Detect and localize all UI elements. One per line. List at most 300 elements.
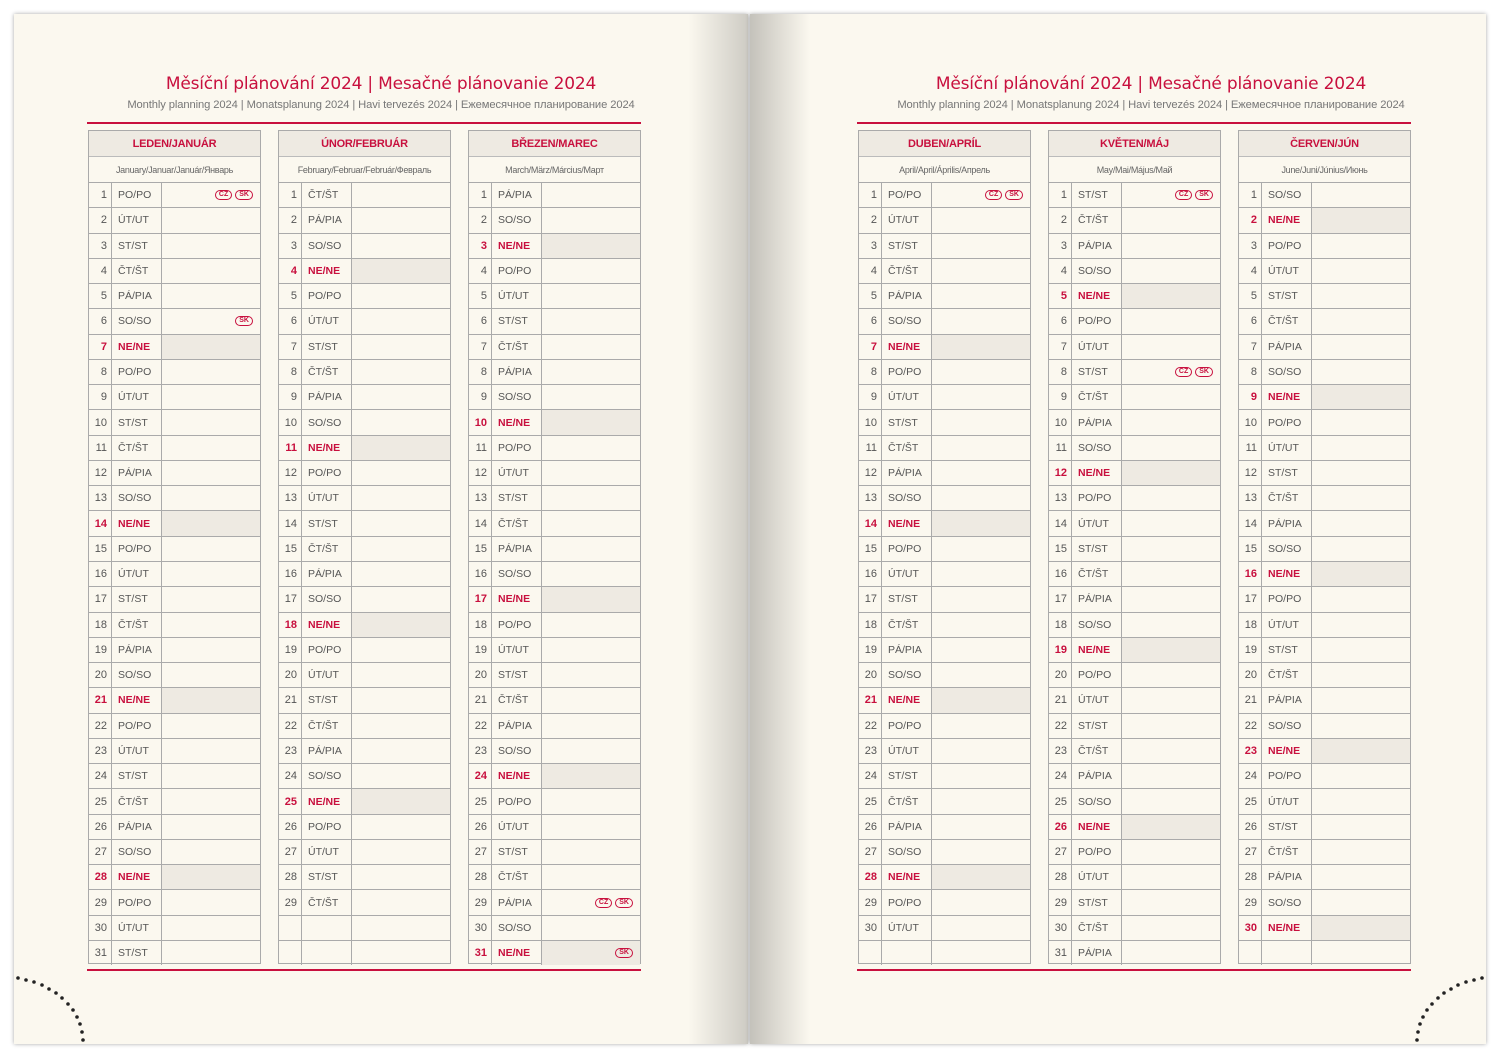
note-cell[interactable] bbox=[542, 890, 640, 914]
note-cell[interactable] bbox=[542, 840, 640, 864]
weekday-label: ČT/ŠT bbox=[1072, 916, 1122, 940]
note-cell[interactable] bbox=[162, 789, 260, 813]
note-cell[interactable] bbox=[352, 309, 450, 333]
note-cell[interactable] bbox=[542, 865, 640, 889]
day-row bbox=[89, 688, 260, 713]
day-row bbox=[469, 688, 640, 713]
weekday-label: NE/NE bbox=[1262, 916, 1312, 940]
weekday-label: PO/PO bbox=[112, 890, 162, 914]
note-cell[interactable] bbox=[1312, 537, 1410, 561]
note-cell[interactable] bbox=[932, 739, 1030, 763]
note-cell[interactable] bbox=[542, 587, 640, 611]
note-cell[interactable] bbox=[1312, 613, 1410, 637]
note-cell[interactable] bbox=[542, 234, 640, 258]
note-cell[interactable] bbox=[542, 259, 640, 283]
note-cell[interactable] bbox=[162, 537, 260, 561]
note-cell[interactable] bbox=[1312, 208, 1410, 232]
note-cell[interactable] bbox=[162, 410, 260, 434]
note-cell[interactable] bbox=[1312, 764, 1410, 788]
note-cell[interactable] bbox=[1312, 840, 1410, 864]
note-cell[interactable] bbox=[1122, 714, 1220, 738]
note-cell[interactable] bbox=[932, 941, 1030, 965]
note-cell[interactable] bbox=[1122, 537, 1220, 561]
note-cell[interactable] bbox=[162, 183, 260, 207]
day-number: 17 bbox=[279, 587, 302, 611]
note-cell[interactable] bbox=[1122, 764, 1220, 788]
note-cell[interactable] bbox=[542, 638, 640, 662]
day-row bbox=[89, 815, 260, 840]
weekday-label: NE/NE bbox=[882, 335, 932, 359]
note-cell[interactable] bbox=[932, 764, 1030, 788]
day-row bbox=[859, 511, 1030, 536]
day-number: 2 bbox=[1239, 208, 1262, 232]
note-cell[interactable] bbox=[932, 461, 1030, 485]
weekday-label: SO/SO bbox=[1072, 436, 1122, 460]
weekday-label: SO/SO bbox=[1262, 714, 1312, 738]
day-row bbox=[1239, 562, 1410, 587]
note-cell[interactable] bbox=[1312, 638, 1410, 662]
day-number: 11 bbox=[279, 436, 302, 460]
weekday-label: PO/PO bbox=[1262, 234, 1312, 258]
note-cell[interactable] bbox=[932, 183, 1030, 207]
note-cell[interactable] bbox=[352, 486, 450, 510]
note-cell[interactable] bbox=[162, 613, 260, 637]
weekday-label: ST/ST bbox=[112, 941, 162, 965]
note-cell[interactable] bbox=[932, 309, 1030, 333]
note-cell[interactable] bbox=[542, 789, 640, 813]
note-cell[interactable] bbox=[162, 309, 260, 333]
day-number: 21 bbox=[859, 688, 882, 712]
day-number: 6 bbox=[89, 309, 112, 333]
weekday-label: ST/ST bbox=[1262, 815, 1312, 839]
note-cell[interactable] bbox=[1122, 916, 1220, 940]
day-number: 31 bbox=[469, 941, 492, 965]
note-cell[interactable] bbox=[1312, 890, 1410, 914]
weekday-label: SO/SO bbox=[492, 916, 542, 940]
note-cell[interactable] bbox=[542, 916, 640, 940]
day-number: 9 bbox=[1049, 385, 1072, 409]
note-cell[interactable] bbox=[352, 360, 450, 384]
note-cell[interactable] bbox=[1122, 562, 1220, 586]
note-cell[interactable] bbox=[542, 436, 640, 460]
day-number: 9 bbox=[1239, 385, 1262, 409]
note-cell[interactable] bbox=[352, 865, 450, 889]
note-cell[interactable] bbox=[1122, 436, 1220, 460]
weekday-label: ČT/ŠT bbox=[1072, 739, 1122, 763]
note-cell[interactable] bbox=[542, 688, 640, 712]
weekday-label: NE/NE bbox=[882, 865, 932, 889]
note-cell[interactable] bbox=[542, 284, 640, 308]
weekday-label: NE/NE bbox=[112, 865, 162, 889]
weekday-label: NE/NE bbox=[302, 789, 352, 813]
note-cell[interactable] bbox=[1122, 865, 1220, 889]
note-cell[interactable] bbox=[932, 638, 1030, 662]
note-cell[interactable] bbox=[1312, 183, 1410, 207]
note-cell[interactable] bbox=[352, 335, 450, 359]
weekday-label: PÁ/PIA bbox=[302, 208, 352, 232]
note-cell[interactable] bbox=[932, 916, 1030, 940]
weekday-label: ČT/ŠT bbox=[1262, 309, 1312, 333]
note-cell[interactable] bbox=[352, 688, 450, 712]
note-cell[interactable] bbox=[1122, 941, 1220, 965]
note-cell[interactable] bbox=[1312, 385, 1410, 409]
note-cell[interactable] bbox=[352, 789, 450, 813]
day-number: 20 bbox=[89, 663, 112, 687]
day-row bbox=[89, 208, 260, 233]
day-row bbox=[89, 486, 260, 511]
day-row bbox=[279, 688, 450, 713]
day-row bbox=[859, 688, 1030, 713]
note-cell[interactable] bbox=[932, 511, 1030, 535]
weekday-label: NE/NE bbox=[112, 511, 162, 535]
day-number: 2 bbox=[859, 208, 882, 232]
note-cell[interactable] bbox=[542, 461, 640, 485]
weekday-label: ČT/ŠT bbox=[302, 360, 352, 384]
day-number: 12 bbox=[1239, 461, 1262, 485]
day-row bbox=[859, 714, 1030, 739]
note-cell[interactable] bbox=[1312, 461, 1410, 485]
note-cell[interactable] bbox=[1122, 183, 1220, 207]
note-cell[interactable] bbox=[542, 562, 640, 586]
note-cell[interactable] bbox=[1312, 941, 1410, 965]
weekday-label: NE/NE bbox=[492, 234, 542, 258]
note-cell[interactable] bbox=[542, 486, 640, 510]
weekday-label: SO/SO bbox=[1072, 259, 1122, 283]
day-row bbox=[1239, 840, 1410, 865]
note-cell[interactable] bbox=[1312, 436, 1410, 460]
note-cell[interactable] bbox=[932, 890, 1030, 914]
note-cell[interactable] bbox=[352, 385, 450, 409]
note-cell[interactable] bbox=[1122, 511, 1220, 535]
note-cell[interactable] bbox=[1122, 663, 1220, 687]
weekday-label: ČT/ŠT bbox=[112, 789, 162, 813]
note-cell[interactable] bbox=[162, 663, 260, 687]
note-cell[interactable] bbox=[1122, 688, 1220, 712]
day-row bbox=[1239, 815, 1410, 840]
note-cell[interactable] bbox=[1122, 208, 1220, 232]
note-cell[interactable] bbox=[162, 486, 260, 510]
day-row bbox=[859, 360, 1030, 385]
day-row bbox=[279, 511, 450, 536]
day-row bbox=[1049, 208, 1220, 233]
note-cell[interactable] bbox=[162, 739, 260, 763]
note-cell[interactable] bbox=[932, 335, 1030, 359]
note-cell[interactable] bbox=[162, 385, 260, 409]
note-cell[interactable] bbox=[1312, 789, 1410, 813]
note-cell[interactable] bbox=[1122, 461, 1220, 485]
day-row bbox=[1049, 410, 1220, 435]
day-number: 7 bbox=[279, 335, 302, 359]
note-cell[interactable] bbox=[542, 309, 640, 333]
note-cell[interactable] bbox=[1122, 309, 1220, 333]
note-cell[interactable] bbox=[1122, 815, 1220, 839]
note-cell[interactable] bbox=[1122, 360, 1220, 384]
note-cell[interactable] bbox=[1312, 486, 1410, 510]
note-cell[interactable] bbox=[162, 865, 260, 889]
note-cell[interactable] bbox=[162, 562, 260, 586]
day-row bbox=[1049, 587, 1220, 612]
note-cell[interactable] bbox=[352, 764, 450, 788]
day-row bbox=[89, 663, 260, 688]
note-cell[interactable] bbox=[1312, 284, 1410, 308]
note-cell[interactable] bbox=[932, 385, 1030, 409]
holiday-badge-sk: SK bbox=[235, 316, 253, 326]
day-row bbox=[469, 663, 640, 688]
day-number: 18 bbox=[859, 613, 882, 637]
weekday-label: NE/NE bbox=[492, 587, 542, 611]
day-number: 28 bbox=[89, 865, 112, 889]
note-cell[interactable] bbox=[1122, 789, 1220, 813]
day-number: 6 bbox=[279, 309, 302, 333]
note-cell[interactable] bbox=[162, 259, 260, 283]
day-number: 12 bbox=[469, 461, 492, 485]
note-cell[interactable] bbox=[932, 436, 1030, 460]
note-cell[interactable] bbox=[352, 183, 450, 207]
note-cell[interactable] bbox=[162, 208, 260, 232]
note-cell[interactable] bbox=[932, 789, 1030, 813]
day-number bbox=[279, 916, 302, 940]
weekday-label: ST/ST bbox=[492, 309, 542, 333]
note-cell[interactable] bbox=[162, 360, 260, 384]
note-cell[interactable] bbox=[542, 410, 640, 434]
note-cell[interactable] bbox=[932, 613, 1030, 637]
note-cell[interactable] bbox=[1312, 865, 1410, 889]
weekday-label: ČT/ŠT bbox=[112, 259, 162, 283]
note-cell[interactable] bbox=[1312, 410, 1410, 434]
day-row bbox=[1239, 511, 1410, 536]
day-row bbox=[1049, 436, 1220, 461]
note-cell[interactable] bbox=[542, 739, 640, 763]
note-cell[interactable] bbox=[1312, 587, 1410, 611]
note-cell[interactable] bbox=[932, 486, 1030, 510]
day-row bbox=[1239, 714, 1410, 739]
note-cell[interactable] bbox=[1312, 309, 1410, 333]
note-cell[interactable] bbox=[542, 764, 640, 788]
day-row bbox=[279, 183, 450, 208]
note-cell[interactable] bbox=[352, 739, 450, 763]
weekday-label: ÚT/UT bbox=[492, 815, 542, 839]
note-cell[interactable] bbox=[1122, 486, 1220, 510]
note-cell[interactable] bbox=[1122, 587, 1220, 611]
note-cell[interactable] bbox=[1122, 638, 1220, 662]
note-cell[interactable] bbox=[1122, 259, 1220, 283]
weekday-label: PO/PO bbox=[1072, 840, 1122, 864]
weekday-label: SO/SO bbox=[302, 410, 352, 434]
day-number: 23 bbox=[859, 739, 882, 763]
note-cell[interactable] bbox=[932, 284, 1030, 308]
note-cell[interactable] bbox=[352, 840, 450, 864]
note-cell[interactable] bbox=[1122, 890, 1220, 914]
note-cell[interactable] bbox=[1312, 259, 1410, 283]
day-number: 15 bbox=[1049, 537, 1072, 561]
weekday-label: NE/NE bbox=[302, 436, 352, 460]
note-cell[interactable] bbox=[162, 335, 260, 359]
note-cell[interactable] bbox=[932, 259, 1030, 283]
note-cell[interactable] bbox=[1122, 385, 1220, 409]
note-cell[interactable] bbox=[352, 436, 450, 460]
day-row bbox=[1049, 511, 1220, 536]
note-cell[interactable] bbox=[932, 815, 1030, 839]
day-number: 8 bbox=[859, 360, 882, 384]
note-cell[interactable] bbox=[162, 815, 260, 839]
note-cell[interactable] bbox=[352, 638, 450, 662]
note-cell[interactable] bbox=[352, 284, 450, 308]
weekday-label: PO/PO bbox=[302, 815, 352, 839]
day-number: 5 bbox=[279, 284, 302, 308]
weekday-label: NE/NE bbox=[492, 941, 542, 965]
day-row bbox=[1049, 764, 1220, 789]
note-cell[interactable] bbox=[1312, 360, 1410, 384]
day-number: 20 bbox=[859, 663, 882, 687]
note-cell[interactable] bbox=[1312, 739, 1410, 763]
note-cell[interactable] bbox=[542, 537, 640, 561]
note-cell[interactable] bbox=[1312, 234, 1410, 258]
note-cell[interactable] bbox=[932, 840, 1030, 864]
note-cell[interactable] bbox=[542, 511, 640, 535]
note-cell[interactable] bbox=[162, 511, 260, 535]
note-cell[interactable] bbox=[1312, 511, 1410, 535]
note-cell[interactable] bbox=[1312, 815, 1410, 839]
weekday-label: NE/NE bbox=[112, 335, 162, 359]
note-cell[interactable] bbox=[542, 815, 640, 839]
day-row bbox=[469, 284, 640, 309]
note-cell[interactable] bbox=[1122, 613, 1220, 637]
note-cell[interactable] bbox=[352, 916, 450, 940]
note-cell[interactable] bbox=[162, 890, 260, 914]
day-number: 16 bbox=[469, 562, 492, 586]
day-row bbox=[279, 284, 450, 309]
day-number: 21 bbox=[89, 688, 112, 712]
note-cell[interactable] bbox=[542, 183, 640, 207]
note-cell[interactable] bbox=[932, 208, 1030, 232]
note-cell[interactable] bbox=[352, 234, 450, 258]
day-row bbox=[1049, 815, 1220, 840]
note-cell[interactable] bbox=[352, 587, 450, 611]
day-number: 24 bbox=[1239, 764, 1262, 788]
note-cell[interactable] bbox=[1312, 714, 1410, 738]
note-cell[interactable] bbox=[1312, 562, 1410, 586]
note-cell[interactable] bbox=[162, 764, 260, 788]
note-cell[interactable] bbox=[1122, 410, 1220, 434]
note-cell[interactable] bbox=[162, 916, 260, 940]
note-cell[interactable] bbox=[932, 688, 1030, 712]
note-cell[interactable] bbox=[1312, 916, 1410, 940]
note-cell[interactable] bbox=[162, 284, 260, 308]
note-cell[interactable] bbox=[1312, 335, 1410, 359]
note-cell[interactable] bbox=[352, 941, 450, 965]
note-cell[interactable] bbox=[1122, 840, 1220, 864]
day-number: 7 bbox=[469, 335, 492, 359]
note-cell[interactable] bbox=[162, 714, 260, 738]
day-row bbox=[89, 360, 260, 385]
note-cell[interactable] bbox=[542, 663, 640, 687]
note-cell[interactable] bbox=[162, 234, 260, 258]
note-cell[interactable] bbox=[162, 840, 260, 864]
note-cell[interactable] bbox=[352, 890, 450, 914]
note-cell[interactable] bbox=[352, 537, 450, 561]
note-cell[interactable] bbox=[932, 537, 1030, 561]
note-cell[interactable] bbox=[932, 587, 1030, 611]
day-row bbox=[469, 916, 640, 941]
note-cell[interactable] bbox=[542, 714, 640, 738]
day-number: 24 bbox=[89, 764, 112, 788]
note-cell[interactable] bbox=[932, 663, 1030, 687]
day-number: 29 bbox=[859, 890, 882, 914]
day-number: 6 bbox=[1239, 309, 1262, 333]
weekday-label: ST/ST bbox=[302, 865, 352, 889]
weekday-label: PO/PO bbox=[492, 436, 542, 460]
note-cell[interactable] bbox=[542, 208, 640, 232]
weekday-label: ÚT/UT bbox=[1072, 511, 1122, 535]
note-cell[interactable] bbox=[542, 941, 640, 965]
note-cell[interactable] bbox=[352, 410, 450, 434]
note-cell[interactable] bbox=[1122, 284, 1220, 308]
day-row bbox=[859, 562, 1030, 587]
day-number: 1 bbox=[1049, 183, 1072, 207]
note-cell[interactable] bbox=[162, 941, 260, 965]
note-cell[interactable] bbox=[352, 511, 450, 535]
day-number bbox=[859, 941, 882, 965]
page-subtitle: Monthly planning 2024 | Monatsplanung 2024 | Havi tervezés 2024 | Ежемесячное планирование 2024 bbox=[897, 99, 1405, 111]
note-cell[interactable] bbox=[162, 461, 260, 485]
note-cell[interactable] bbox=[352, 259, 450, 283]
day-row bbox=[469, 890, 640, 915]
day-number: 8 bbox=[89, 360, 112, 384]
note-cell[interactable] bbox=[162, 638, 260, 662]
note-cell[interactable] bbox=[932, 562, 1030, 586]
day-number: 17 bbox=[469, 587, 492, 611]
note-cell[interactable] bbox=[352, 663, 450, 687]
note-cell[interactable] bbox=[162, 436, 260, 460]
day-row bbox=[469, 208, 640, 233]
note-cell[interactable] bbox=[932, 865, 1030, 889]
note-cell[interactable] bbox=[352, 562, 450, 586]
note-cell[interactable] bbox=[352, 714, 450, 738]
note-cell[interactable] bbox=[352, 461, 450, 485]
note-cell[interactable] bbox=[542, 613, 640, 637]
note-cell[interactable] bbox=[1122, 739, 1220, 763]
note-cell[interactable] bbox=[932, 360, 1030, 384]
note-cell[interactable] bbox=[1312, 663, 1410, 687]
note-cell[interactable] bbox=[1122, 335, 1220, 359]
note-cell[interactable] bbox=[162, 688, 260, 712]
day-number: 27 bbox=[859, 840, 882, 864]
holiday-badge-sk: SK bbox=[1195, 190, 1213, 200]
note-cell[interactable] bbox=[542, 335, 640, 359]
note-cell[interactable] bbox=[352, 208, 450, 232]
day-row bbox=[1049, 537, 1220, 562]
day-number: 16 bbox=[1239, 562, 1262, 586]
note-cell[interactable] bbox=[542, 360, 640, 384]
month-column bbox=[858, 130, 1031, 964]
day-row bbox=[469, 461, 640, 486]
note-cell[interactable] bbox=[1312, 688, 1410, 712]
note-cell[interactable] bbox=[542, 385, 640, 409]
note-cell[interactable] bbox=[352, 613, 450, 637]
note-cell[interactable] bbox=[932, 410, 1030, 434]
note-cell[interactable] bbox=[162, 587, 260, 611]
day-number: 4 bbox=[859, 259, 882, 283]
note-cell[interactable] bbox=[352, 815, 450, 839]
note-cell[interactable] bbox=[932, 714, 1030, 738]
day-number: 12 bbox=[859, 461, 882, 485]
day-number: 13 bbox=[279, 486, 302, 510]
day-row bbox=[89, 385, 260, 410]
day-number: 14 bbox=[1049, 511, 1072, 535]
note-cell[interactable] bbox=[932, 234, 1030, 258]
note-cell[interactable] bbox=[1122, 234, 1220, 258]
day-row bbox=[279, 385, 450, 410]
